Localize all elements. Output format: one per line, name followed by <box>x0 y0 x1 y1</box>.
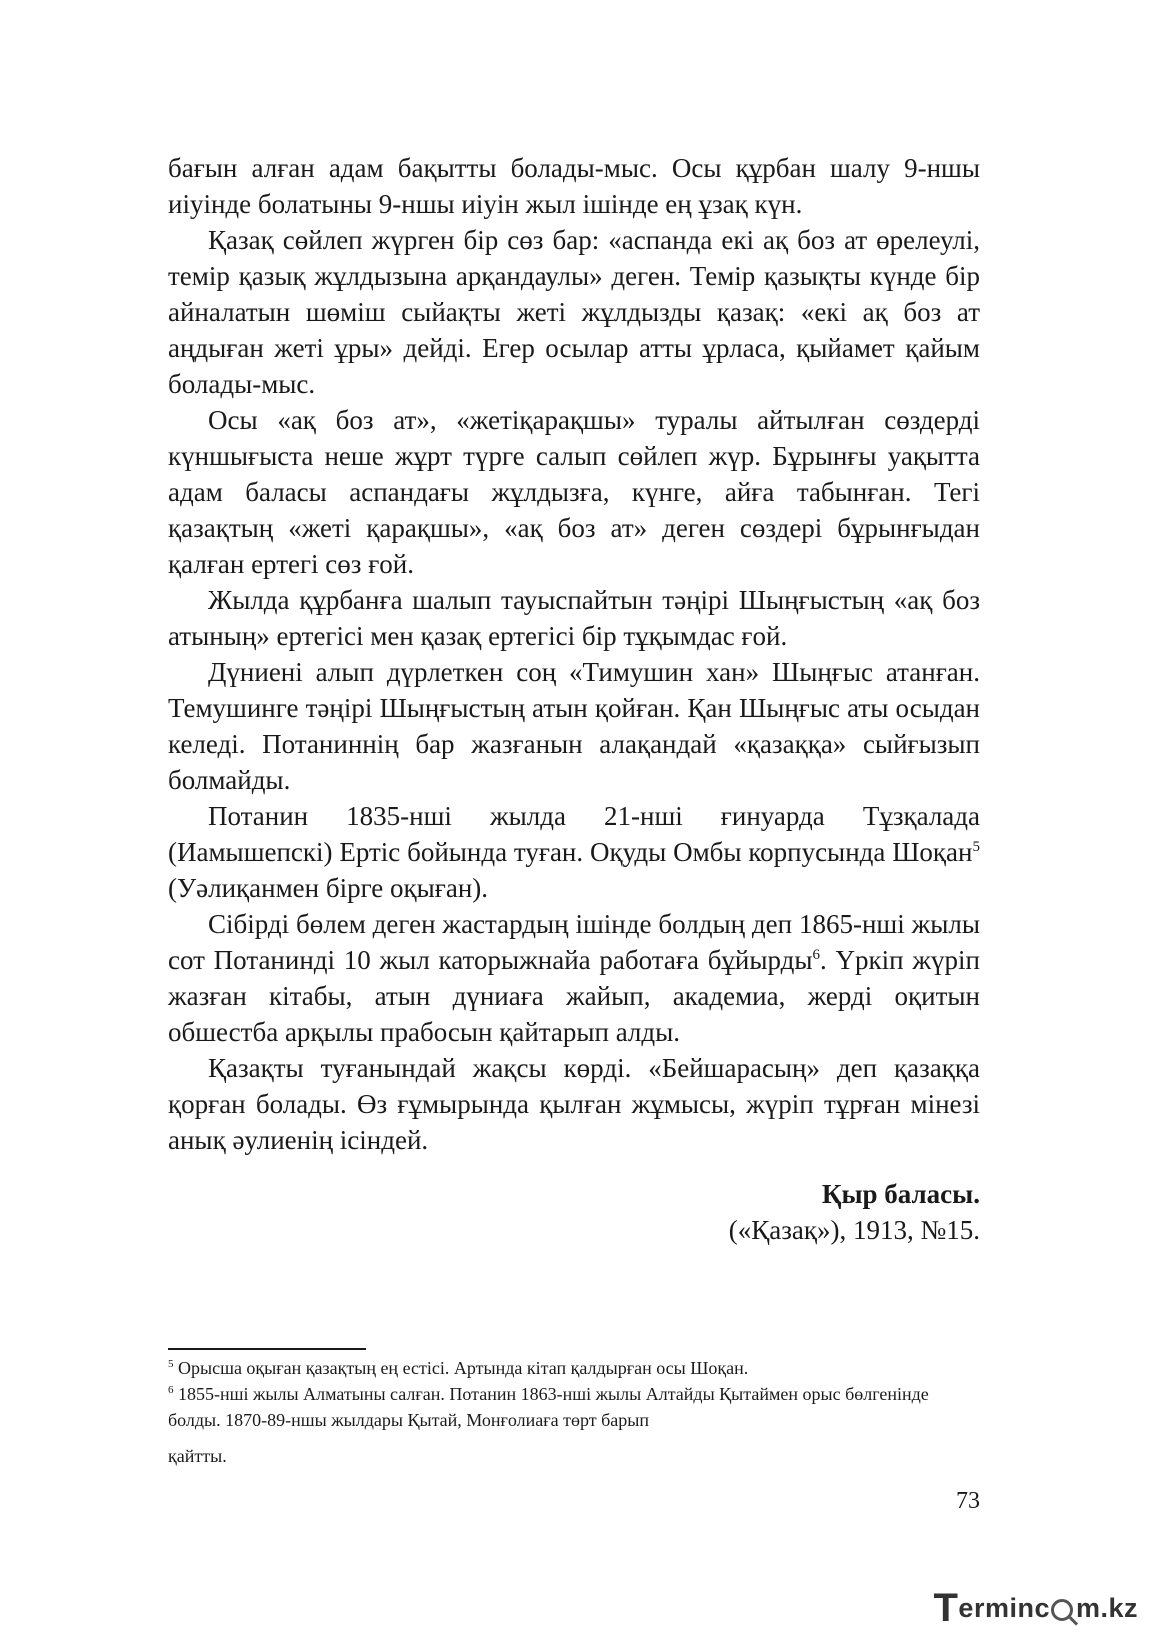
paragraph <box>168 906 980 1050</box>
footnote-text: 1855-нші жылы Алматыны салған. Потанин 1863-нші жылы Алтайды Қытаймен орыс бөлгенінде болды. 1870-89-ншы жылдары Қытай, Монғолиаға төрт барып <box>168 1384 929 1430</box>
main-text <box>168 150 980 1158</box>
paragraph-text: Потанин 1835-нші жылда 21-нші ғинуарда Тұзқалада (Иамышепскі) Ертіс бойында туған. Оқуды Омбы корпусында Шоқан <box>168 801 980 867</box>
author-name: Қыр баласы. <box>821 1179 980 1209</box>
footnotes <box>168 1355 980 1469</box>
page-number: 73 <box>956 1488 980 1514</box>
paragraph: Жылда құрбанға шалып тауыспайтын тәңірі Шыңғыстың «ақ боз атының» ертегісі мен қазақ ертегісі бір тұқымдас ғой. <box>168 585 980 651</box>
paragraph <box>168 798 980 906</box>
footnote <box>168 1355 980 1381</box>
footnote-number: 6 <box>168 1384 174 1396</box>
source-citation: («Қазақ»), 1913, №15. <box>728 1215 980 1245</box>
paragraph-text: . Үркіп жүріп жазған кітабы, атын дүниаға жайып, академиа, жерді оқитын обшестба арқылы прабосын қайтарып алды. <box>168 945 980 1047</box>
paragraph: бағын алған адам бақытты болады-мыс. Осы құрбан шалу 9-ншы иіуінде болатыны 9-ншы иіуін жыл ішінде ең ұзақ күн. <box>168 153 980 219</box>
watermark-text: m.kz <box>1075 1592 1138 1623</box>
signature-block <box>729 1176 980 1248</box>
paragraph-text: (Уәлиқанмен бірге оқыған). <box>168 873 489 903</box>
footnote-ref[interactable]: 5 <box>972 839 980 855</box>
paragraph: Осы «ақ боз ат», «жетіқарақшы» туралы айтылған сөздерді күншығыста неше жұрт түрге салып сөйлеп жүр. Бұрынғы уақытта адам баласы аспандағы жұлдызға, күнге, айға табынған. Тегі қазақтың «жеті қарақшы», «ақ боз ат» деген сөздері бұрынғыдан қалған ертегі сөз ғой. <box>168 405 980 579</box>
footnote-text: Орысша оқыған қазақтың ең естісі. Артында кітап қалдырған осы Шоқан. <box>173 1358 749 1378</box>
footnote-continuation: қайтты. <box>168 1446 227 1466</box>
paragraph: Қазақ сөйлеп жүрген бір сөз бар: «аспанда екі ақ боз ат өрелеулі, темір қазық жұлдызына арқандаулы» деген. Темір қазықты күнде бір айналатын шөміш сыйақты жеті жұлдызды қазақ: «екі ақ боз ат аңдыған жеті ұры» дейді. Егер осылар атты ұрласа, қыйамет қайым болады-мыс. <box>168 225 980 399</box>
watermark-letter: T <box>933 1586 959 1630</box>
footnote-divider <box>168 1348 366 1350</box>
footnote <box>168 1381 980 1433</box>
paragraph-text: Сібірді бөлем деген жастардың ішінде болдың деп 1865-нші жылы сот Потанинді 10 жыл каторыжнайа работаға бұйырды <box>168 909 980 975</box>
watermark-text: erminc <box>958 1592 1050 1623</box>
paragraph: Қазақты туғанындай жақсы көрді. «Бейшарасың» деп қазаққа қорған болады. Өз ғұмырында қылған жұмысы, жүріп тұрған мінезі анық әулиенің ісіндей. <box>168 1053 980 1155</box>
watermark-logo <box>933 1588 1138 1628</box>
paragraph: Дүниені алып дүрлеткен соң «Тимушин хан» Шыңғыс атанған. Темушинге тәңірі Шыңғыстың атын қойған. Қан Шыңғыс аты осыдан келеді. Потаниннің бар жазғанын алақандай «қазаққа» сыйғызып болмайды. <box>168 657 980 795</box>
magnifier-icon <box>1051 1599 1073 1621</box>
footnote-ref[interactable]: 6 <box>812 947 821 963</box>
footnote-number: 5 <box>168 1358 174 1370</box>
